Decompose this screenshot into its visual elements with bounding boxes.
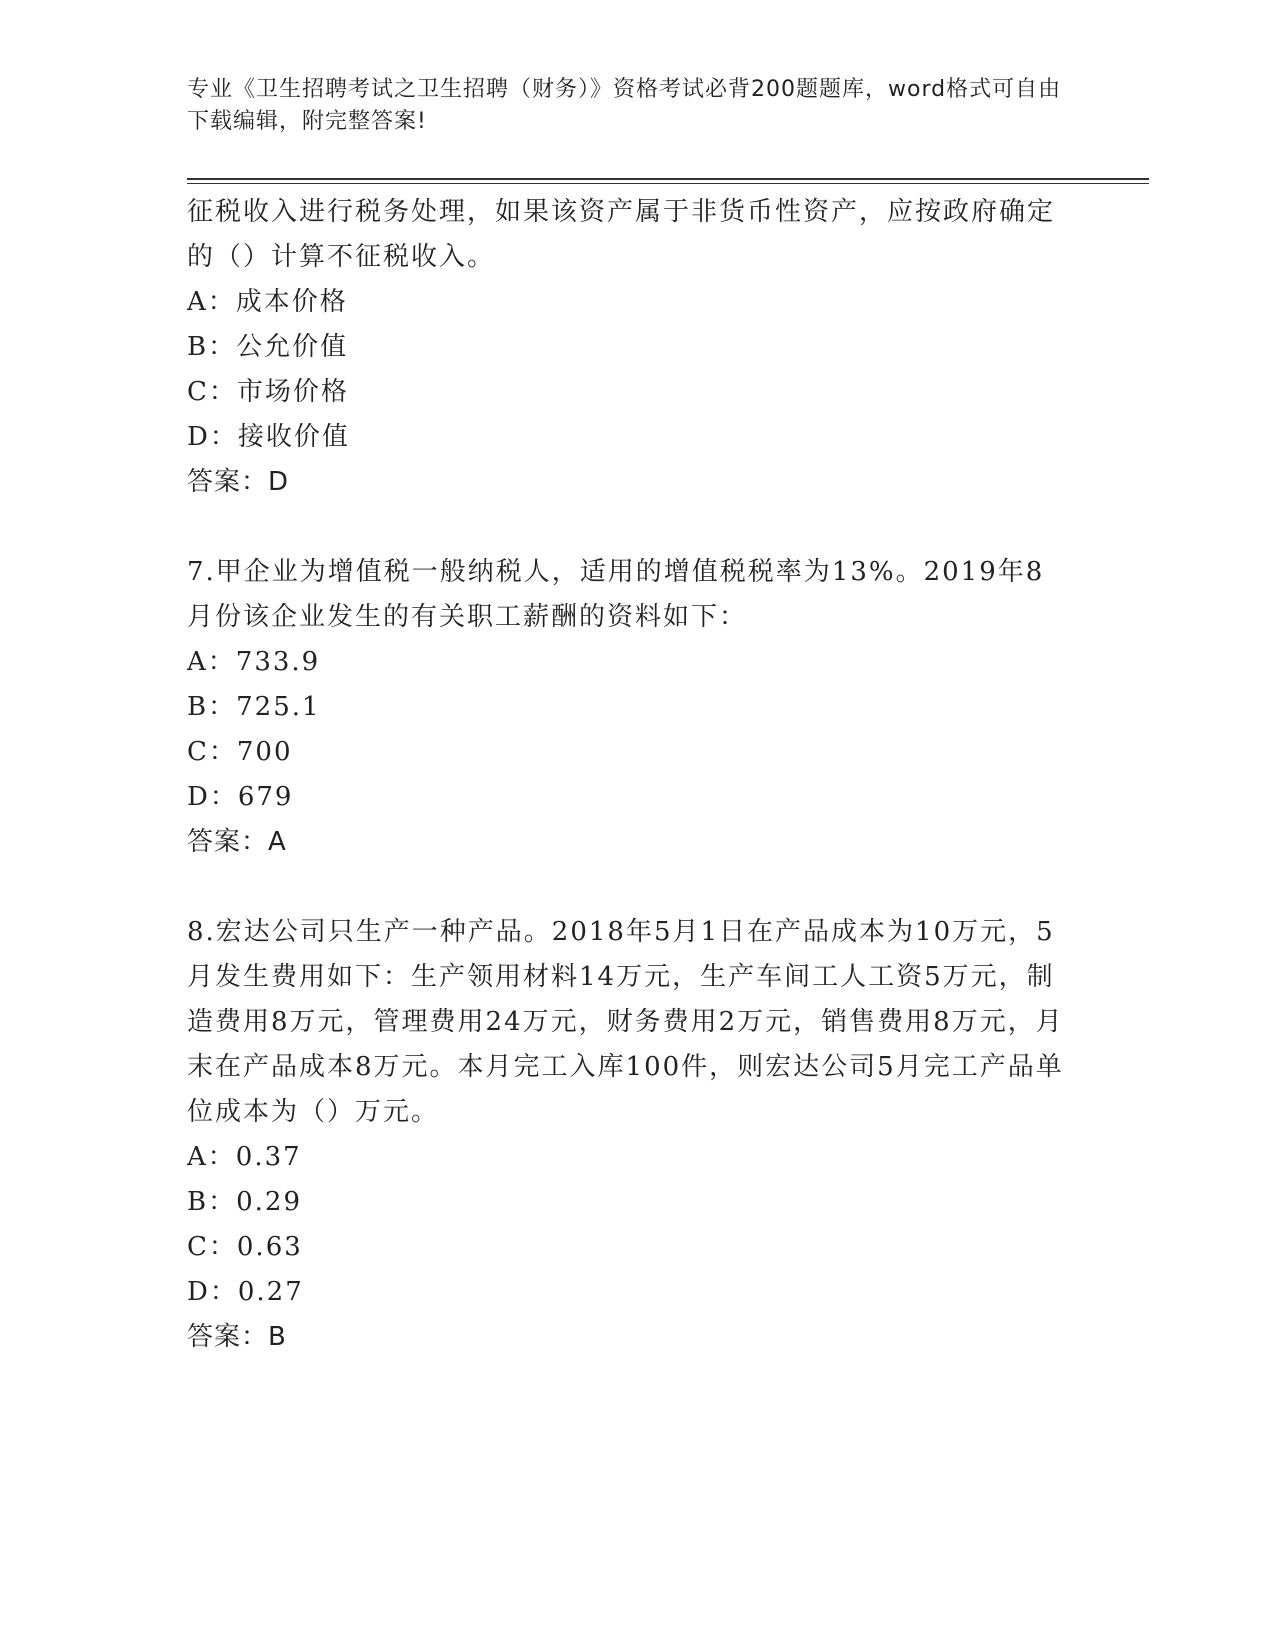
question-text: 7.甲企业为增值税一般纳税人，适用的增值税税率为13%。2019年8月份该企业发生的有关职工薪酬的资料如下： <box>187 557 1045 632</box>
option-c: C：市场价格 <box>187 377 349 407</box>
answer-line: 答案：A <box>187 827 287 857</box>
option-c: C：700 <box>187 737 293 767</box>
answer-line: 答案：D <box>187 467 290 497</box>
header-rule-thick <box>187 178 1149 180</box>
option-b: B：725.1 <box>187 692 321 722</box>
spacer <box>187 865 1067 910</box>
question-list <box>187 190 1067 1360</box>
answer-line: 答案：B <box>187 1322 287 1352</box>
option-a: A：733.9 <box>187 647 321 677</box>
question-block <box>187 550 1067 865</box>
question-block <box>187 190 1067 505</box>
header-rule-thin <box>187 183 1149 184</box>
option-b: B：0.29 <box>187 1187 302 1217</box>
option-d: D：0.27 <box>187 1277 304 1307</box>
option-a: A：成本价格 <box>187 287 348 317</box>
option-a: A：0.37 <box>187 1142 302 1172</box>
header-title: 专业《卫生招聘考试之卫生招聘（财务）》资格考试必背200题题库，word格式可自由下载编辑，附完整答案! <box>187 77 1062 134</box>
question-block <box>187 910 1067 1360</box>
spacer <box>187 505 1067 550</box>
question-text: 征税收入进行税务处理，如果该资产属于非货币性资产，应按政府确定的（）计算不征税收入。 <box>187 197 1056 272</box>
option-c: C：0.63 <box>187 1232 303 1262</box>
question-text: 8.宏达公司只生产一种产品。2018年5月1日在产品成本为10万元，5月发生费用如下：生产领用材料14万元，生产车间工人工资5万元，制造费用8万元，管理费用24万元，财务费用2万元，销售费用8万元，月末在产品成本8万元。本月完工入库100件，则宏达公司5月完工产品单位成本为（）万元。 <box>187 917 1064 1127</box>
option-b: B：公允价值 <box>187 332 349 362</box>
option-d: D：接收价值 <box>187 422 350 452</box>
document-header <box>187 74 1067 138</box>
option-d: D：679 <box>187 782 294 812</box>
